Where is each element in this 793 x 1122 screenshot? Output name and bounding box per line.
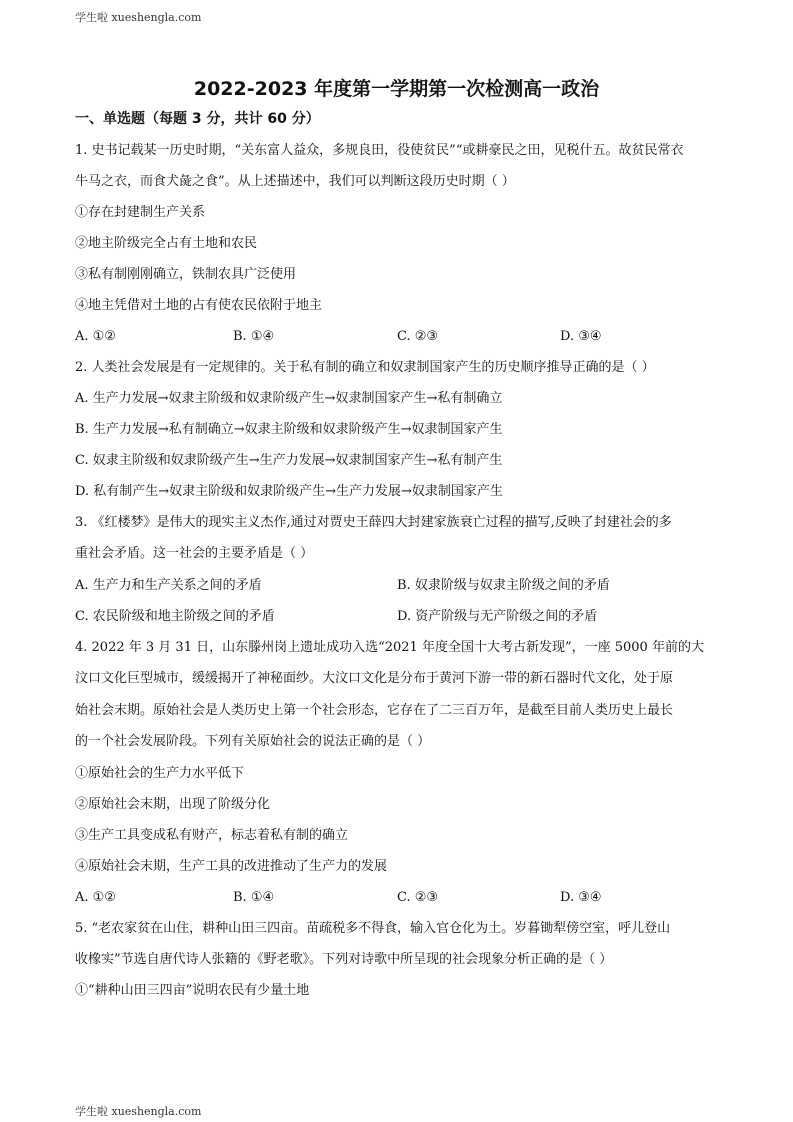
q5-stem-line2: 收橡实”节选自唐代诗人张籍的《野老歌》。下列对诗歌中所呈现的社会现象分析正确的是（ ） xyxy=(75,952,613,967)
q2-stem-line1: 2. 人类社会发展是有一定规律的。关于私有制的确立和奴隶制国家产生的历史顺序推导正确的是（ ） xyxy=(75,360,655,375)
q2-option-a: A. 生产力发展→奴隶主阶级和奴隶阶级产生→奴隶制国家产生→私有制确立 xyxy=(75,391,503,406)
q3-stem-line2: 重社会矛盾。这一社会的主要矛盾是（ ） xyxy=(75,546,314,561)
q1-statement-3: ③私有制刚刚确立，铁制农具广泛使用 xyxy=(75,267,297,282)
q1-statement-2: ②地主阶级完全占有土地和农民 xyxy=(75,236,258,251)
q4-stem-line3: 始社会末期。原始社会是人类历史上第一个社会形态，它存在了二三百万年，是截至目前人类历史上最长 xyxy=(75,703,674,718)
q3-option-b: B. 奴隶阶级与奴隶主阶级之间的矛盾 xyxy=(397,578,610,593)
q4-option-b: B. ①④ xyxy=(233,890,275,905)
q2-option-d: D. 私有制产生→奴隶主阶级和奴隶阶级产生→生产力发展→奴隶制国家产生 xyxy=(75,484,503,499)
q1-stem-line1: 1. 史书记载某一历史时期，“关东富人益众，多规良田，役使贫民”“或耕豪民之田，见税什五。故贫民常衣 xyxy=(75,143,684,158)
q3-option-a: A. 生产力和生产关系之间的矛盾 xyxy=(75,578,262,593)
q1-option-a: A. ①② xyxy=(75,329,116,344)
q4-option-a: A. ①② xyxy=(75,890,116,905)
page-header: 学生啦 xueshengla.com xyxy=(75,11,202,24)
q3-option-d: D. 资产阶级与无产阶级之间的矛盾 xyxy=(397,609,598,624)
q1-option-d: D. ③④ xyxy=(560,329,602,344)
q1-statement-4: ④地主凭借对土地的占有使农民依附于地主 xyxy=(75,298,323,313)
q4-statement-4: ④原始社会末期，生产工具的改进推动了生产力的发展 xyxy=(75,859,388,874)
q3-stem-line1: 3. 《红楼梦》是伟大的现实主义杰作,通过对贾史王薛四大封建家族衰亡过程的描写,反映了封建社会的多 xyxy=(75,515,672,530)
q3-option-c: C. 农民阶级和地主阶级之间的矛盾 xyxy=(75,609,275,624)
q2-option-b: B. 生产力发展→私有制确立→奴隶主阶级和奴隶阶级产生→奴隶制国家产生 xyxy=(75,422,503,437)
q4-statement-1: ①原始社会的生产力水平低下 xyxy=(75,766,245,781)
q2-option-c: C. 奴隶主阶级和奴隶阶级产生→生产力发展→奴隶制国家产生→私有制产生 xyxy=(75,453,503,468)
q1-option-c: C. ②③ xyxy=(397,329,439,344)
page-title: 2022-2023 年度第一学期第一次检测高一政治 xyxy=(193,78,600,100)
q4-stem-line4: 的一个社会发展阶段。下列有关原始社会的说法正确的是（ ） xyxy=(75,734,431,749)
q1-stem-line2: 牛马之衣，而食犬彘之食”。从上述描述中，我们可以判断这段历史时期（ ） xyxy=(75,174,515,189)
q4-statement-3: ③生产工具变成私有财产，标志着私有制的确立 xyxy=(75,828,349,843)
q5-statement-1: ①“耕种山田三四亩”说明农民有少量土地 xyxy=(75,983,310,998)
q1-statement-1: ①存在封建制生产关系 xyxy=(75,205,206,220)
page-footer: 学生啦 xueshengla.com xyxy=(75,1105,202,1118)
q4-statement-2: ②原始社会末期，出现了阶级分化 xyxy=(75,797,271,812)
q4-stem-line2: 汶口文化巨型城市，缓缓揭开了神秘面纱。大汶口文化是分布于黄河下游一带的新石器时代文化，处于原 xyxy=(75,671,674,686)
q4-stem-line1: 4. 2022 年 3 月 31 日，山东滕州岗上遗址成功入选“2021 年度全国十大考古新发现”，一座 5000 年前的大 xyxy=(75,640,704,655)
q5-stem-line1: 5. “老农家贫在山住，耕种山田三四亩。苗疏税多不得食，输入官仓化为土。岁暮锄犁傍空室，呼儿登山 xyxy=(75,921,671,936)
q4-option-c: C. ②③ xyxy=(397,890,439,905)
q4-option-d: D. ③④ xyxy=(560,890,602,905)
q1-option-b: B. ①④ xyxy=(233,329,275,344)
section-heading: 一、单选题（每题 3 分，共计 60 分） xyxy=(75,111,320,127)
